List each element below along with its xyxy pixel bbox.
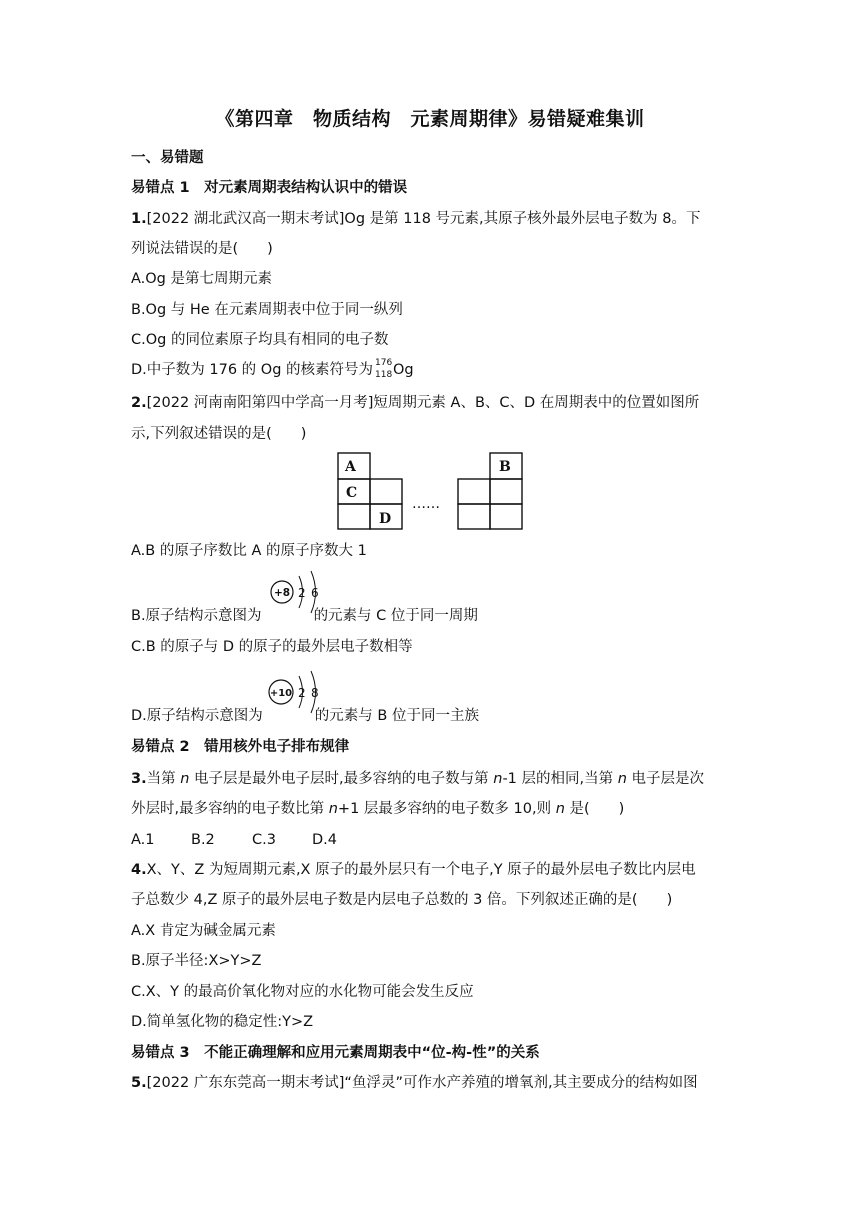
question-text: +1 层最多容纳的电子数多 10,则 (337, 801, 556, 817)
option-text: D.原子结构示意图为 (131, 708, 263, 724)
page-title: 《第四章 物质结构 元素周期律》易错疑难集训 (215, 108, 645, 130)
error-point-heading-2: 易错点 2 错用核外电子排布规律 (131, 739, 350, 755)
periodic-table-fragment (330, 450, 530, 532)
variable-n: n (328, 801, 338, 817)
variable-n: n (555, 801, 565, 817)
option-b: B.原子半径:X>Y>Z (131, 953, 262, 969)
question-number: 3. (131, 771, 147, 787)
cell-d: D (379, 511, 392, 527)
option-c: C.X、Y 的最高价氧化物对应的水化物可能会发生反应 (131, 984, 474, 1000)
section-heading: 一、易错题 (131, 150, 204, 166)
question-number: 1. (131, 211, 147, 227)
question-text: 电子层是最外电子层时,最多容纳的电子数与第 (189, 771, 494, 787)
error-point-heading-3: 易错点 3 不能正确理解和应用元素周期表中“位-构-性”的关系 (131, 1045, 540, 1061)
option-d: D.简单氢化物的稳定性:Y>Z (131, 1014, 314, 1030)
cell-a: A (345, 459, 356, 475)
question-text: 电子层是次 (626, 771, 705, 787)
cell-c: C (346, 485, 358, 501)
error-point-heading-1: 易错点 1 对元素周期表结构认识中的错误 (131, 180, 408, 196)
question-text: 是( ) (564, 801, 625, 817)
question-5-line-1 (131, 1073, 731, 1093)
option-b (131, 606, 731, 626)
option-text: 的元素与 C 位于同一周期 (313, 608, 478, 624)
option-a: A.Og 是第七周期元素 (131, 271, 272, 287)
option-text: B.原子结构示意图为 (131, 608, 262, 624)
variable-n: n (180, 771, 190, 787)
question-2-line-2: 示,下列叙述错误的是( ) (131, 426, 307, 442)
question-1-line-1 (131, 209, 731, 229)
option-text: D.中子数为 176 的 Og 的核素符号为 (131, 362, 374, 378)
option-c: C.3 (252, 832, 276, 848)
cell-b: B (499, 459, 511, 475)
question-text: -1 层的相同,当第 (502, 771, 618, 787)
option-b: B.2 (191, 832, 215, 848)
option-a: A.1 (131, 832, 155, 848)
question-number: 5. (131, 1075, 147, 1091)
option-d: D.4 (312, 832, 337, 848)
nucleus-charge: +8 (273, 587, 291, 599)
variable-n: n (617, 771, 627, 787)
question-text: X、Y、Z 为短周期元素,X 原子的最外层只有一个电子,Y 原子的最外层电子数比内层电 (146, 862, 696, 878)
option-b: B.Og 与 He 在元素周期表中位于同一纵列 (131, 302, 403, 318)
shell-electrons-1: 2 (298, 586, 306, 600)
element-symbol: Og (393, 362, 414, 378)
question-number: 4. (131, 862, 147, 878)
question-text: 外层时,最多容纳的电子数比第 (131, 801, 329, 817)
question-text: [2022 湖北武汉高一期末考试]Og 是第 118 号元素,其原子核外最外层电子数为 8。下 (146, 211, 701, 227)
option-d (131, 360, 731, 380)
option-c: C.Og 的同位素原子均具有相同的电子数 (131, 332, 389, 348)
variable-n: n (493, 771, 503, 787)
question-number: 2. (131, 395, 147, 411)
atomic-number: 118 (375, 370, 393, 380)
option-text: 的元素与 B 位于同一主族 (314, 708, 479, 724)
mass-number: 176 (375, 358, 393, 368)
question-text: [2022 河南南阳第四中学高一月考]短周期元素 A、B、C、D 在周期表中的位置如图所 (146, 395, 700, 411)
option-a: A.X 肯定为碱金属元素 (131, 923, 276, 939)
question-3-line-2 (131, 799, 731, 819)
atom-structure-diagram-neon (266, 666, 328, 724)
shell-electrons-1: 2 (298, 686, 306, 700)
atom-structure-diagram-oxygen (268, 566, 328, 624)
nucleus-charge: +10 (269, 688, 293, 699)
shell-electrons-2: 8 (311, 686, 319, 700)
shell-electrons-2: 6 (311, 586, 319, 600)
question-text: [2022 广东东莞高一期末考试]“鱼浮灵”可作水产养殖的增氧剂,其主要成分的结构如图 (146, 1075, 698, 1091)
question-4-line-2: 子总数少 4,Z 原子的最外层电子数是内层电子总数的 3 倍。下列叙述正确的是( ) (131, 892, 673, 908)
option-a: A.B 的原子序数比 A 的原子序数大 1 (131, 543, 367, 559)
question-1-line-2: 列说法错误的是( ) (131, 241, 273, 257)
ellipsis: …… (412, 496, 440, 512)
option-d (131, 706, 731, 726)
question-3-line-1 (131, 769, 731, 789)
question-4-line-1 (131, 860, 731, 880)
question-text: 当第 (146, 771, 181, 787)
option-c: C.B 的原子与 D 的原子的最外层电子数相等 (131, 639, 413, 655)
question-2-line-1 (131, 393, 731, 413)
nuclide-notation (375, 360, 393, 380)
